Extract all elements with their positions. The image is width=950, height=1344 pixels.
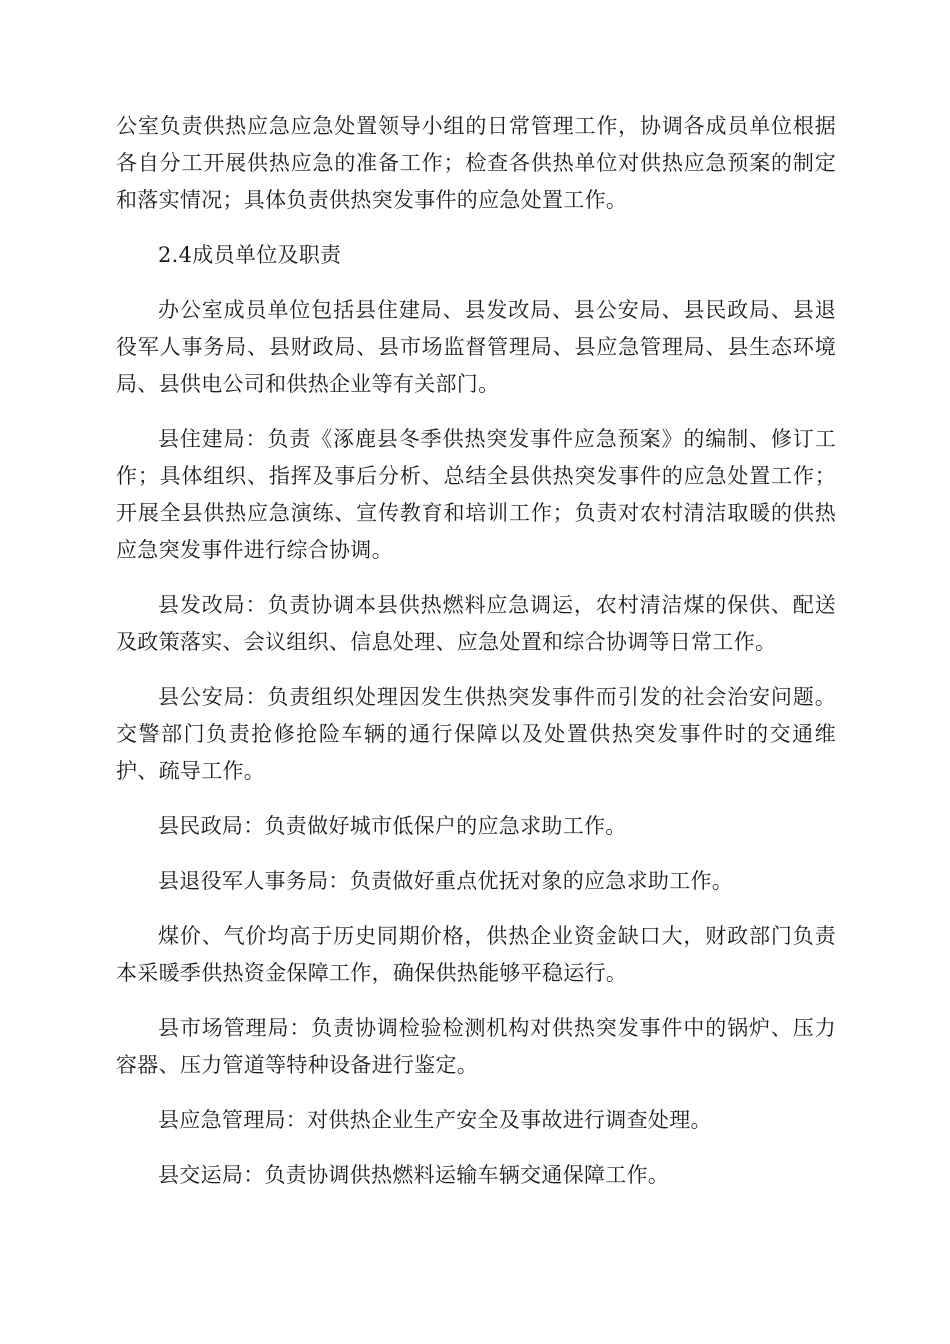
paragraph-market-bureau: 县市场管理局：负责协调检验检测机构对供热突发事件中的锅炉、压力容器、压力管道等特种设备进行鉴定。 [116, 1016, 836, 1077]
paragraph-continuation: 公室负责供热应急应急处置领导小组的日常管理工作，协调各成员单位根据各自分工开展供热应急的准备工作；检查各供热单位对供热应急预案的制定和落实情况；具体负责供热突发事件的应急处置工作。 [116, 114, 836, 212]
paragraph-transport-bureau: 县交运局：负责协调供热燃料运输车辆交通保障工作。 [158, 1163, 670, 1187]
section-heading-2-4: 2.4成员单位及职责 [158, 243, 342, 267]
paragraph-member-units: 办公室成员单位包括县住建局、县发改局、县公安局、县民政局、县退役军人事务局、县财政局、县市场监督管理局、县应急管理局、县生态环境局、县供电公司和供热企业等有关部门。 [116, 298, 836, 396]
paragraph-emergency-bureau: 县应急管理局：对供热企业生产安全及事故进行调查处理。 [158, 1108, 712, 1132]
paragraph-veterans-affairs-bureau: 县退役军人事务局：负责做好重点优抚对象的应急求助工作。 [158, 869, 734, 893]
paragraph-public-security-bureau: 县公安局：负责组织处理因发生供热突发事件而引发的社会治安问题。交警部门负责抢修抢险车辆的通行保障以及处置供热突发事件时的交通维护、疏导工作。 [116, 685, 836, 783]
paragraph-finance: 煤价、气价均高于历史同期价格，供热企业资金缺口大，财政部门负责本采暖季供热资金保障工作，确保供热能够平稳运行。 [116, 924, 836, 985]
document-body [116, 108, 836, 1212]
paragraph-housing-bureau: 县住建局：负责《涿鹿县冬季供热突发事件应急预案》的编制、修订工作；具体组织、指挥及事后分析、总结全县供热突发事件的应急处置工作；开展全县供热应急演练、宣传教育和培训工作；负责对农村清洁取暖的供热应急突发事件进行综合协调。 [116, 427, 836, 562]
paragraph-development-bureau: 县发改局：负责协调本县供热燃料应急调运，农村清洁煤的保供、配送及政策落实、会议组织、信息处理、应急处置和综合协调等日常工作。 [116, 593, 836, 654]
paragraph-civil-affairs-bureau: 县民政局：负责做好城市低保户的应急求助工作。 [158, 814, 627, 838]
